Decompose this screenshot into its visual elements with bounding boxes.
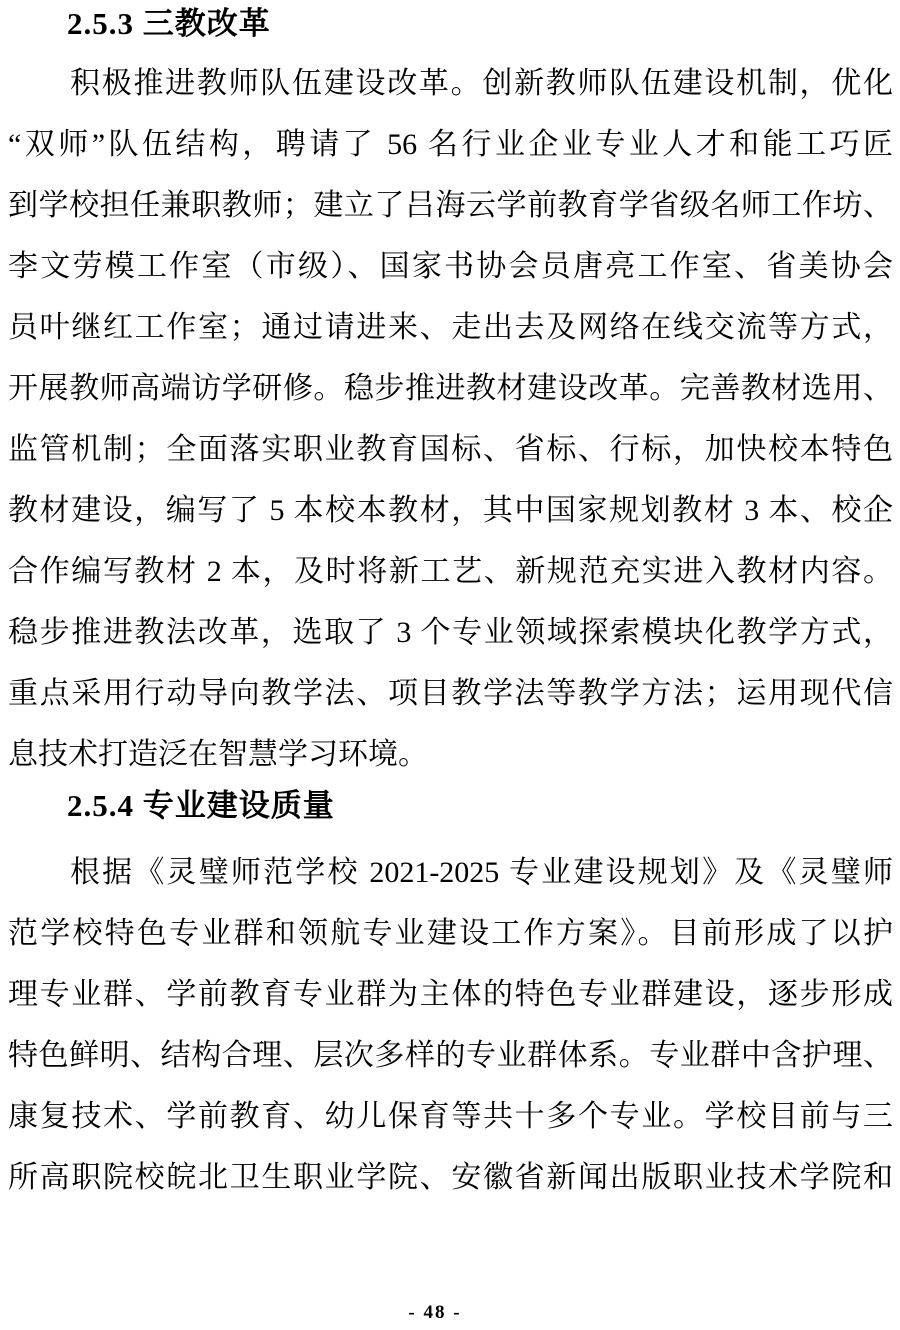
page-number: - 48 - bbox=[408, 1302, 462, 1323]
text-line: 特色鲜明、结构合理、层次多样的专业群体系。专业群中含护理、 bbox=[8, 1039, 893, 1072]
text-line: 稳步推进教法改革，选取了 3 个专业领域探索模块化教学方式， bbox=[8, 616, 893, 649]
text-line: 到学校担任兼职教师；建立了吕海云学前教育学省级名师工作坊、 bbox=[8, 189, 893, 222]
text-line: 开展教师高端访学研修。稳步推进教材建设改革。完善教材选用、 bbox=[8, 372, 893, 405]
section-heading-254: 2.5.4 专业建设质量 bbox=[67, 788, 335, 823]
text-line: 息技术打造泛在智慧学习环境。 bbox=[8, 738, 428, 771]
text-line: 康复技术、学前教育、幼儿保育等共十多个专业。学校目前与三 bbox=[8, 1100, 893, 1133]
text-line: 积极推进教师队伍建设改革。创新教师队伍建设机制，优化 bbox=[70, 67, 893, 100]
text-line: 李文劳模工作室（市级）、国家书协会员唐亮工作室、省美协会 bbox=[8, 250, 893, 283]
paragraph-254 bbox=[8, 842, 893, 1208]
text-line: 合作编写教材 2 本，及时将新工艺、新规范充实进入教材内容。 bbox=[8, 555, 893, 588]
text-line: 理专业群、学前教育专业群为主体的特色专业群建设，逐步形成 bbox=[8, 978, 893, 1011]
text-line: 所高职院校皖北卫生职业学院、安徽省新闻出版职业技术学院和 bbox=[8, 1161, 893, 1194]
text-line: 根据《灵璧师范学校 2021-2025 专业建设规划》及《灵璧师 bbox=[70, 856, 893, 889]
text-line: “双师”队伍结构，聘请了 56 名行业企业专业人才和能工巧匠 bbox=[8, 128, 893, 161]
paragraph-253 bbox=[8, 53, 893, 785]
page-footer bbox=[0, 1302, 870, 1324]
text-line: 重点采用行动导向教学法、项目教学法等教学方法；运用现代信 bbox=[8, 677, 893, 710]
text-line: 教材建设，编写了 5 本校本教材，其中国家规划教材 3 本、校企 bbox=[8, 494, 893, 527]
text-line: 监管机制；全面落实职业教育国标、省标、行标，加快校本特色 bbox=[8, 433, 893, 466]
section-heading-253: 2.5.3 三教改革 bbox=[67, 6, 271, 41]
text-line: 范学校特色专业群和领航专业建设工作方案》。目前形成了以护 bbox=[8, 917, 893, 950]
text-line: 员叶继红工作室；通过请进来、走出去及网络在线交流等方式， bbox=[8, 311, 893, 344]
